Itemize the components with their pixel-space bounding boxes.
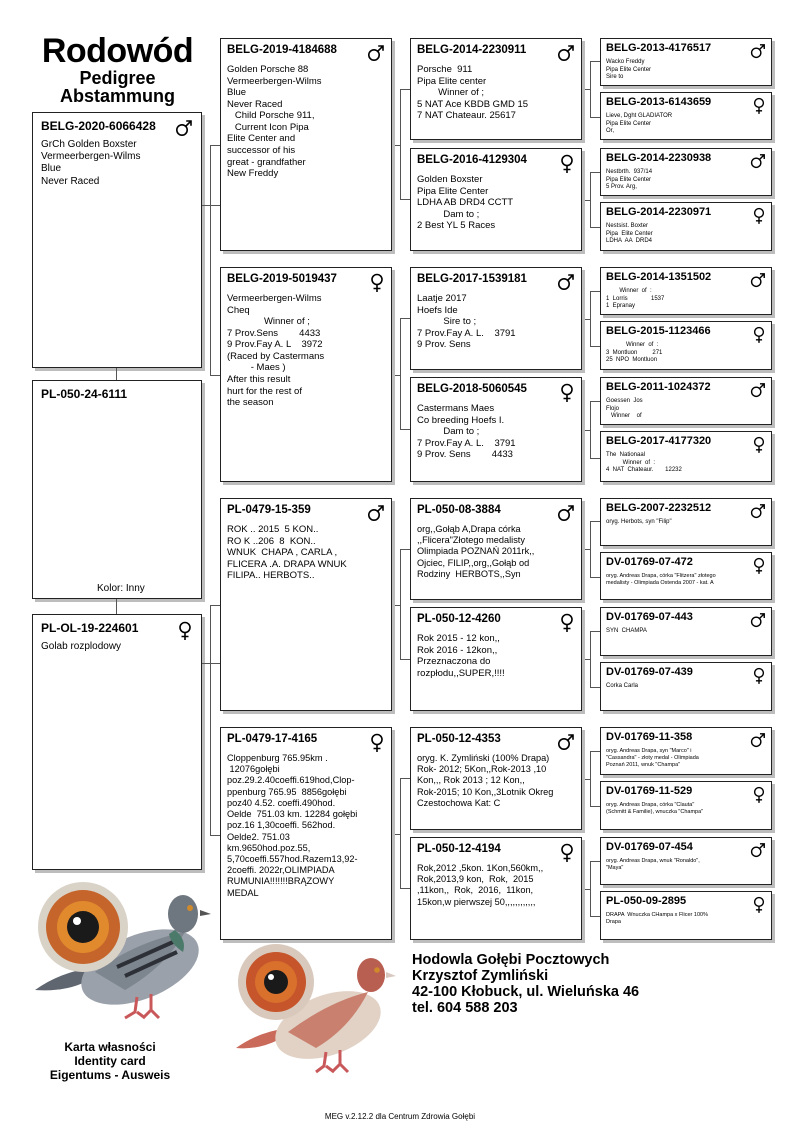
connector-line bbox=[582, 200, 590, 201]
identity-label-pl: Karta własności bbox=[64, 1040, 156, 1054]
male-symbol-icon bbox=[367, 44, 385, 67]
male-symbol-icon bbox=[750, 612, 766, 633]
pigeon-details: DRAPA Wnuczka CHampa x Flicer 100% Drapa bbox=[606, 912, 708, 925]
great-grandparent-card bbox=[600, 202, 772, 251]
granddam-card bbox=[410, 377, 582, 482]
connector-line bbox=[590, 751, 600, 752]
ring-number: BELG-2011-1024372 bbox=[606, 381, 711, 393]
ring-number: DV-01769-07-454 bbox=[606, 841, 693, 853]
pedigree-title: Rodowód bbox=[41, 32, 194, 70]
connector-line bbox=[392, 145, 400, 146]
pigeon-details: Nestsist. Boxter Pipa Elite Center LDHA AA DRD4 bbox=[606, 223, 653, 244]
pigeon-details: Winner of : 1 Lorris 1537 1 Epranay bbox=[606, 288, 665, 309]
connector-line bbox=[582, 779, 590, 780]
connector-line bbox=[590, 117, 600, 118]
ring-number: PL-050-12-4194 bbox=[417, 843, 501, 855]
male-symbol-icon bbox=[175, 119, 193, 142]
great-grandparent-card bbox=[600, 607, 772, 656]
footer-note: MEG v.2.12.2 dla Centrum Zdrowia Gołębi bbox=[324, 1112, 476, 1121]
connector-line bbox=[590, 577, 600, 578]
pigeon-details: Goessen Jos Flojo Winner of bbox=[606, 398, 643, 419]
granddam-card bbox=[410, 148, 582, 251]
subject-ring: BELG-2020-6066428 bbox=[41, 119, 156, 133]
connector-line bbox=[590, 227, 600, 228]
ring-number: BELG-2014-2230911 bbox=[417, 44, 527, 56]
connector-line bbox=[590, 806, 600, 807]
pigeon-details: The Nationaal Winner of : 4 NAT Chateaur. 12232 bbox=[606, 452, 682, 473]
pigeon-details: Porsche 911 Pipa Elite center Winner of ; 5 NAT Ace KBDB GMD 15 7 NAT Chateaur. 25617 bbox=[417, 64, 529, 122]
female-symbol-icon bbox=[752, 436, 766, 459]
grandsire-card bbox=[410, 38, 582, 140]
female-symbol-icon bbox=[752, 896, 766, 919]
ring-number: BELG-2016-4129304 bbox=[417, 154, 527, 166]
connector-line bbox=[590, 521, 600, 522]
female-symbol-icon bbox=[752, 326, 766, 349]
connector-line bbox=[582, 889, 590, 890]
ring-number: BELG-2018-5060545 bbox=[417, 383, 527, 395]
female-symbol-icon bbox=[752, 97, 766, 120]
connector-line bbox=[400, 429, 410, 430]
female-symbol-icon bbox=[559, 383, 575, 408]
connector-line bbox=[590, 521, 591, 577]
male-symbol-icon bbox=[750, 153, 766, 174]
great-grandparent-card bbox=[600, 267, 772, 315]
pedigree-subtitle-en: Pedigree bbox=[79, 68, 156, 88]
pigeon-details: Rok,2012 ,5kon. 1Kon,560km,, Rok,2013,9 kon, Rok, 2015 ,11kon,, Rok, 2016, 11kon, 15kon,w pierwszej 50,,,,,,,,,,,, bbox=[417, 863, 544, 907]
subject-card bbox=[32, 112, 202, 368]
ring-number: PL-050-08-3884 bbox=[417, 504, 501, 516]
granddam-card bbox=[410, 607, 582, 711]
ring-number: DV-01769-11-358 bbox=[606, 731, 693, 743]
connector-line bbox=[400, 318, 401, 429]
subject-details: GrCh Golden Boxster Vermeerbergen-Wilms Blue Never Raced bbox=[41, 139, 141, 187]
pigeon-photo-blue bbox=[25, 872, 220, 1037]
female-symbol-icon bbox=[752, 786, 766, 809]
connector-line bbox=[582, 430, 590, 431]
connector-line bbox=[590, 458, 600, 459]
ring-number: DV-01769-07-472 bbox=[606, 556, 693, 568]
ring-number: PL-0479-15-359 bbox=[227, 504, 311, 516]
connector-line bbox=[400, 778, 410, 779]
connector-line bbox=[590, 916, 600, 917]
pigeon-details: Corka Carla bbox=[606, 683, 639, 689]
ring-number: BELG-2013-6143659 bbox=[606, 96, 712, 108]
female-symbol-icon bbox=[369, 273, 385, 298]
connector-line bbox=[590, 172, 600, 173]
ring-number: PL-050-12-4353 bbox=[417, 733, 501, 745]
connector-line bbox=[400, 778, 401, 888]
ring-number: BELG-2019-5019437 bbox=[227, 273, 337, 285]
ring-number: DV-01769-07-439 bbox=[606, 666, 693, 678]
ring-number: BELG-2014-1351502 bbox=[606, 271, 712, 283]
pigeon-details: SYN CHAMPA bbox=[606, 628, 647, 634]
pigeon-details: ROK .. 2015 5 KON.. RO K ..206 8 KON.. WNUK CHAPA , CARLA , FLICERA .A. DRAPA WNUK FILIPA.. HERBOTS.. bbox=[227, 524, 347, 582]
pigeon-details: oryg. Herbots, syn "Filip" bbox=[606, 519, 672, 525]
pigeon-details: Nestbrth. 937/14 Pipa Elite Center 5 Prov. Arg, bbox=[606, 169, 653, 190]
breeder-name: Hodowla Gołębi Pocztowych bbox=[412, 952, 610, 968]
breeder-address: 42-100 Kłobuck, ul. Wieluńska 46 bbox=[412, 984, 640, 1000]
third-pigeon-details: Golab rozplodowy bbox=[41, 641, 122, 652]
connector-line bbox=[590, 346, 600, 347]
grandsire-card bbox=[410, 267, 582, 370]
great-grandparent-card bbox=[600, 662, 772, 711]
male-symbol-icon bbox=[367, 504, 385, 527]
pigeon-details: Castermans Maes Co breeding Hoefs I. Dam to ; 7 Prov.Fay A. L. 3791 9 Prov. Sens 4433 bbox=[417, 403, 516, 461]
male-symbol-icon bbox=[557, 273, 575, 296]
connector-line bbox=[392, 375, 400, 376]
connector-line bbox=[590, 61, 591, 117]
ring-number: BELG-2019-4184688 bbox=[227, 44, 337, 56]
great-grandparent-card bbox=[600, 92, 772, 140]
ring-number: BELG-2015-1123466 bbox=[606, 325, 711, 337]
male-symbol-icon bbox=[750, 842, 766, 863]
pigeon-details: Laatje 2017 Hoefs Ide Sire to ; 7 Prov.Fay A. L. 3791 9 Prov. Sens bbox=[417, 293, 516, 351]
connector-line bbox=[392, 605, 400, 606]
male-symbol-icon bbox=[750, 382, 766, 403]
pigeon-details: Vermeerbergen-Wilms Cheq Winner of ; 7 Prov.Sens 4433 9 Prov.Fay A. L 3972 (Raced by Castermans - Maes ) After this result hurt for the rest of the season bbox=[227, 293, 325, 409]
connector-line bbox=[590, 687, 600, 688]
connector-line bbox=[582, 319, 590, 320]
male-symbol-icon bbox=[557, 44, 575, 67]
great-grandparent-card bbox=[600, 377, 772, 425]
female-symbol-icon bbox=[752, 207, 766, 230]
alt-pigeon-color: Kolor: Inny bbox=[97, 583, 145, 594]
pigeon-details: Golden Boxster Pipa Elite Center LDHA AB DRD4 CCTT Dam to ; 2 Best YL 5 Races bbox=[417, 174, 514, 232]
connector-line bbox=[400, 199, 410, 200]
pigeon-details: Golden Porsche 88 Vermeerbergen-Wilms Blue Never Raced Child Porsche 911, Current Icon Pipa Elite Center and successor of his great - grandfather New Freddy bbox=[227, 64, 322, 180]
ring-number: BELG-2013-4176517 bbox=[606, 42, 712, 54]
connector-line bbox=[400, 549, 401, 659]
pigeon-details: Wacko Freddy Pipa Elite Center Sire to bbox=[606, 59, 652, 80]
third-pigeon-card bbox=[32, 614, 202, 870]
ring-number: PL-050-09-2895 bbox=[606, 895, 687, 907]
great-grandparent-card bbox=[600, 498, 772, 546]
grandsire-card bbox=[410, 727, 582, 830]
great-grandparent-card bbox=[600, 321, 772, 370]
connector-line bbox=[590, 631, 600, 632]
connector-line bbox=[590, 861, 591, 916]
great-grandparent-card bbox=[600, 552, 772, 600]
pigeon-photo-red bbox=[228, 940, 408, 1085]
great-grandparent-card bbox=[600, 781, 772, 830]
male-symbol-icon bbox=[750, 732, 766, 753]
granddam-card bbox=[410, 837, 582, 940]
sire-card bbox=[220, 498, 392, 711]
connector-line bbox=[400, 549, 410, 550]
connector-line bbox=[582, 549, 590, 550]
connector-line bbox=[590, 401, 600, 402]
breeder-person: Krzysztof Zymliński bbox=[412, 968, 549, 984]
male-symbol-icon bbox=[557, 504, 575, 527]
great-grandparent-card bbox=[600, 148, 772, 196]
female-symbol-icon bbox=[177, 621, 193, 646]
pigeon-details: oryg. Andreas Drapa, córka "Flitzera" złotego medalisty - Olimpiada Ostenda 2007 - kat. A bbox=[606, 573, 716, 586]
pigeon-details: oryg. Andreas Drapa, syn "Marco" i "Cassandra" - złoty medal - Olimpiada Poznań 2011, wnuk "Champa" bbox=[606, 748, 699, 768]
connector-line bbox=[590, 401, 591, 458]
identity-label-de: Eigentums - Ausweis bbox=[49, 1068, 171, 1082]
ring-number: DV-01769-07-443 bbox=[606, 611, 693, 623]
identity-label-en: Identity card bbox=[74, 1054, 146, 1068]
male-symbol-icon bbox=[557, 733, 575, 756]
ring-number: BELG-2014-2230971 bbox=[606, 206, 712, 218]
alt-pigeon-card bbox=[32, 380, 202, 599]
ring-number: PL-0479-17-4165 bbox=[227, 733, 318, 745]
great-grandparent-card bbox=[600, 727, 772, 775]
ring-number: PL-050-12-4260 bbox=[417, 613, 501, 625]
ring-number: DV-01769-11-529 bbox=[606, 785, 693, 797]
sire-card bbox=[220, 38, 392, 251]
pigeon-details: oryg. Andreas Drapa, wnuk "Ronaldo", "Maya" bbox=[606, 858, 700, 871]
great-grandparent-card bbox=[600, 837, 772, 885]
pigeon-details: Lieve, Dght GLADIATOR Pipa Elite Center Or, bbox=[606, 113, 673, 134]
pigeon-details: oryg. K. Zymliński (100% Drapa) Rok- 2012; 5Kon,,Rok-2013 ,10 Kon,,, Rok 2013 ; 12 Kon,, Rok-2015; 10 Kon,,3Lotnik Okreg Czestochowa Kat: C bbox=[417, 753, 554, 808]
connector-line bbox=[400, 89, 410, 90]
connector-line bbox=[400, 659, 410, 660]
connector-line bbox=[582, 659, 590, 660]
ring-number: BELG-2014-2230938 bbox=[606, 152, 712, 164]
connector-line bbox=[392, 834, 400, 835]
pigeon-details: Winner of : 3 Montluon 271 25 NPO Montluon bbox=[606, 342, 663, 363]
pigeon-details: Cloppenburg 765.95km . 12076gołębi poz.29.2.40coeffi.619hod,Clop- ppenburg 765.95 8856gołębi poz40 4.52. coeffi.490hod. Oelde 751.03 km. 12284 gołębi poz.16 1,30coeffi. 562hod. Oelde2. 751.03 km.9650hod.poz.55, 5,70coeffi.557hod.Razem13,92- 2coeffi. 2022r,OLIMPIADA RUMUNIA!!!!!!!BRĄZOWY MEDAL bbox=[227, 753, 358, 898]
connector-line bbox=[400, 89, 401, 199]
dam-card bbox=[220, 727, 392, 940]
connector-line bbox=[400, 318, 410, 319]
male-symbol-icon bbox=[750, 272, 766, 293]
grandsire-card bbox=[410, 498, 582, 600]
third-pigeon-ring: PL-OL-19-224601 bbox=[41, 621, 139, 635]
female-symbol-icon bbox=[752, 667, 766, 690]
female-symbol-icon bbox=[559, 613, 575, 638]
female-symbol-icon bbox=[559, 843, 575, 868]
connector-line bbox=[400, 888, 410, 889]
female-symbol-icon bbox=[369, 733, 385, 758]
connector-line bbox=[582, 89, 590, 90]
male-symbol-icon bbox=[750, 43, 766, 64]
pigeon-details: Rok 2015 - 12 kon,, Rok 2016 - 12kon,, Przeznaczona do rozpłodu,,SUPER,!!!! bbox=[417, 633, 505, 679]
pigeon-details: org,,Gołąb A,Drapa córka ,,Flicera"Złotego medalisty Olimpiada POZNAŃ 2011rk,, Ojciec, FILIP,,org,,Gołąb od Rodziny HERBOTS,,Syn bbox=[417, 524, 535, 579]
connector-line bbox=[590, 61, 600, 62]
great-grandparent-card bbox=[600, 891, 772, 940]
connector-line bbox=[590, 172, 591, 227]
breeder-phone: tel. 604 588 203 bbox=[412, 1000, 518, 1016]
ring-number: BELG-2017-4177320 bbox=[606, 435, 712, 447]
connector-line bbox=[590, 861, 600, 862]
ring-number: BELG-2007-2232512 bbox=[606, 502, 712, 514]
pedigree-subtitle-de: Abstammung bbox=[59, 86, 175, 106]
connector-line bbox=[590, 291, 591, 346]
female-symbol-icon bbox=[559, 154, 575, 179]
connector-line bbox=[590, 751, 591, 806]
dam-card bbox=[220, 267, 392, 482]
great-grandparent-card bbox=[600, 431, 772, 482]
great-grandparent-card bbox=[600, 38, 772, 86]
alt-pigeon-ring: PL-050-24-6111 bbox=[41, 387, 128, 401]
male-symbol-icon bbox=[750, 503, 766, 524]
connector-line bbox=[590, 291, 600, 292]
pigeon-details: oryg. Andreas Drapa, córka "Clauta" (Schmitt & Familie), wnuczka "Champa" bbox=[606, 802, 704, 815]
connector-line bbox=[590, 631, 591, 687]
ring-number: BELG-2017-1539181 bbox=[417, 273, 527, 285]
female-symbol-icon bbox=[752, 557, 766, 580]
